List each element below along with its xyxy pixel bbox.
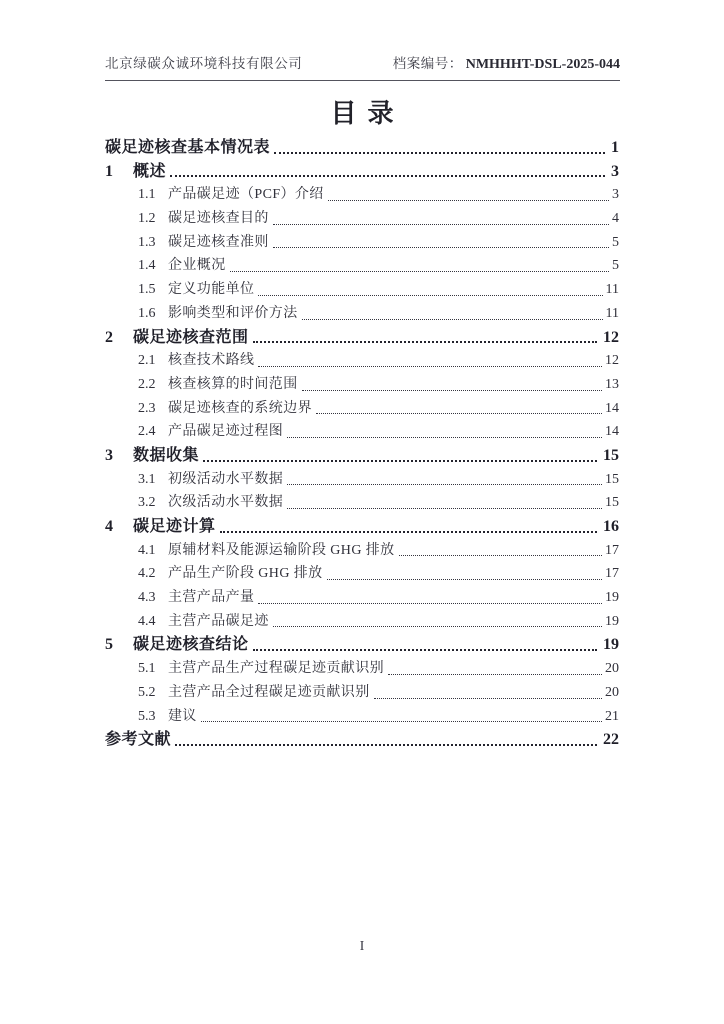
dot-leader <box>399 539 602 563</box>
dot-leader <box>287 491 602 515</box>
file-number-label: 档案编号： <box>392 56 463 71</box>
toc-entry-page: 21 <box>605 708 619 724</box>
dot-leader <box>258 278 602 302</box>
toc-entry-number: 2.1 <box>138 353 156 369</box>
dot-leader <box>230 254 609 278</box>
dot-leader <box>316 397 602 421</box>
page-number: I <box>359 938 365 953</box>
toc-entry-label: 主营产品生产过程碳足迹贡献识别 <box>168 661 384 677</box>
toc-entry-number: 1.6 <box>138 305 156 321</box>
dot-leader <box>203 444 597 468</box>
toc-entry-label: 产品生产阶段 GHG 排放 <box>168 566 323 582</box>
dot-leader <box>287 468 602 492</box>
page-footer <box>0 938 724 954</box>
toc-entry-label: 次级活动水平数据 <box>168 495 284 511</box>
toc-entry-page: 19 <box>605 613 619 629</box>
toc-entry-label: 核查技术路线 <box>168 353 255 369</box>
dot-leader <box>302 373 602 397</box>
toc-entry-label: 定义功能单位 <box>168 282 255 298</box>
toc-entry-label: 数据收集 <box>133 446 200 464</box>
toc-entry[interactable] <box>105 302 619 326</box>
toc-entry[interactable] <box>105 160 619 184</box>
toc-entry-number: 5.1 <box>138 661 156 677</box>
toc-entry[interactable] <box>105 728 619 752</box>
toc-entry-number: 3.2 <box>138 495 156 511</box>
toc-entry-label: 产品碳足迹（PCF）介绍 <box>168 187 324 203</box>
toc-entry-label: 主营产品全过程碳足迹贡献识别 <box>168 684 370 700</box>
toc-entry-number: 1.3 <box>138 234 156 250</box>
toc-entry[interactable] <box>105 326 619 350</box>
dot-leader <box>327 562 602 586</box>
toc-entry[interactable] <box>105 539 619 563</box>
toc-entry[interactable] <box>105 444 619 468</box>
toc-entry[interactable] <box>105 705 619 729</box>
toc-title: 目录 <box>330 99 405 128</box>
toc-entry-page: 19 <box>605 590 619 606</box>
toc-entry-number: 4.1 <box>138 542 156 558</box>
toc-entry-page: 12 <box>603 328 619 346</box>
toc-entry-number: 4 <box>105 518 113 535</box>
company-name: 北京绿碳众诚环境科技有限公司 <box>105 56 303 71</box>
toc-entry-page: 13 <box>605 376 619 392</box>
toc-entry-label: 产品碳足迹过程图 <box>168 424 284 440</box>
toc-entry[interactable] <box>105 254 619 278</box>
toc-entry-page: 17 <box>605 542 619 558</box>
dot-leader <box>328 183 609 207</box>
toc-entry-page: 4 <box>612 211 619 227</box>
toc-entry[interactable] <box>105 231 619 255</box>
toc-entry-number: 1.2 <box>138 211 156 227</box>
toc-entry-page: 1 <box>611 139 619 156</box>
dot-leader <box>374 681 602 705</box>
toc-entry-page: 5 <box>612 234 619 250</box>
toc-entry-number: 2.3 <box>138 400 156 416</box>
toc-entry[interactable] <box>105 349 619 373</box>
toc-entry-page: 20 <box>605 661 619 677</box>
toc-entry[interactable] <box>105 468 619 492</box>
dot-leader <box>273 231 609 255</box>
dot-leader <box>388 657 602 681</box>
dot-leader <box>220 515 597 539</box>
toc-entry-label: 碳足迹核查的系统边界 <box>168 400 312 416</box>
toc-entry-number: 5.2 <box>138 684 156 700</box>
toc-entry[interactable] <box>105 373 619 397</box>
toc-entry-page: 5 <box>612 258 619 274</box>
dot-leader <box>287 420 602 444</box>
toc-entry[interactable] <box>105 207 619 231</box>
toc-entry-number: 5.3 <box>138 708 156 724</box>
toc-entry-number: 2.2 <box>138 376 156 392</box>
toc-entry[interactable] <box>105 183 619 207</box>
toc-entry-label: 主营产品碳足迹 <box>168 613 269 629</box>
toc-entry-number: 2 <box>105 328 113 346</box>
toc-entry-number: 1.1 <box>138 187 156 203</box>
toc-entry-page: 11 <box>605 282 619 298</box>
toc-entry-number: 4.4 <box>138 613 156 629</box>
toc-entry-number: 4.3 <box>138 590 156 606</box>
dot-leader <box>274 136 605 160</box>
toc-entry-label: 初级活动水平数据 <box>168 471 284 487</box>
toc-entry-page: 14 <box>605 424 619 440</box>
toc-entry-label: 主营产品产量 <box>168 590 255 606</box>
toc-entry-page: 22 <box>603 731 619 749</box>
toc-entry-page: 15 <box>605 471 619 487</box>
toc-entry-page: 3 <box>612 187 619 203</box>
toc-entry-page: 11 <box>605 305 619 321</box>
toc-entry-label: 碳足迹核查目的 <box>168 211 269 227</box>
page-header <box>105 52 620 81</box>
dot-leader <box>175 728 597 752</box>
dot-leader <box>170 160 605 184</box>
toc-entry-number: 1 <box>105 162 113 180</box>
dot-leader <box>273 610 602 634</box>
toc-entry-label: 概述 <box>133 162 167 180</box>
toc-entry-number: 4.2 <box>138 566 156 582</box>
toc-entry-label: 碳足迹核查范围 <box>133 328 249 346</box>
toc-entry[interactable] <box>105 397 619 421</box>
toc-entry-page: 19 <box>603 636 619 654</box>
toc-entry[interactable] <box>105 586 619 610</box>
toc-entry-page: 12 <box>605 353 619 369</box>
toc-entry-page: 15 <box>605 495 619 511</box>
toc-entry-number: 3.1 <box>138 471 156 487</box>
toc-entry[interactable] <box>105 562 619 586</box>
toc-entry[interactable] <box>105 515 619 539</box>
file-number-value: NMHHHT-DSL-2025-044 <box>465 57 620 72</box>
toc-entry[interactable] <box>105 657 619 681</box>
toc-entry[interactable] <box>105 491 619 515</box>
toc-entry[interactable] <box>105 420 619 444</box>
toc-entry-label: 核查核算的时间范围 <box>168 376 298 392</box>
dot-leader <box>253 633 597 657</box>
toc-list <box>105 136 619 752</box>
toc-entry-page: 15 <box>603 446 619 464</box>
toc-entry-label: 建议 <box>168 708 197 724</box>
toc-entry-label: 碳足迹计算 <box>133 518 216 535</box>
file-number <box>393 52 620 73</box>
toc-entry-page: 17 <box>605 566 619 582</box>
toc-entry-page: 20 <box>605 684 619 700</box>
toc-entry-label: 原辅材料及能源运输阶段 GHG 排放 <box>168 542 395 558</box>
toc-entry-label: 参考文献 <box>105 731 172 749</box>
dot-leader <box>258 349 602 373</box>
toc-entry[interactable] <box>105 633 619 657</box>
toc-entry[interactable] <box>105 278 619 302</box>
toc-entry-label: 企业概况 <box>168 258 226 274</box>
dot-leader <box>258 586 602 610</box>
toc-entry-label: 碳足迹核查基本情况表 <box>105 139 271 156</box>
toc-entry-number: 1.4 <box>138 258 156 274</box>
dot-leader <box>273 207 609 231</box>
toc-entry[interactable] <box>105 136 619 160</box>
dot-leader <box>253 326 597 350</box>
toc-entry-number: 3 <box>105 446 113 464</box>
toc-entry-label: 碳足迹核查结论 <box>133 636 249 654</box>
dot-leader <box>201 705 602 729</box>
toc-entry-page: 16 <box>603 518 619 535</box>
toc-entry-number: 1.5 <box>138 282 156 298</box>
toc-entry[interactable] <box>105 681 619 705</box>
toc-entry-page: 3 <box>611 162 619 180</box>
toc-entry-label: 影响类型和评价方法 <box>168 305 298 321</box>
dot-leader <box>302 302 603 326</box>
toc-entry-number: 2.4 <box>138 424 156 440</box>
toc-entry-label: 碳足迹核查准则 <box>168 234 269 250</box>
toc-entry-number: 5 <box>105 636 113 654</box>
toc-entry[interactable] <box>105 610 619 634</box>
toc-entry-page: 14 <box>605 400 619 416</box>
